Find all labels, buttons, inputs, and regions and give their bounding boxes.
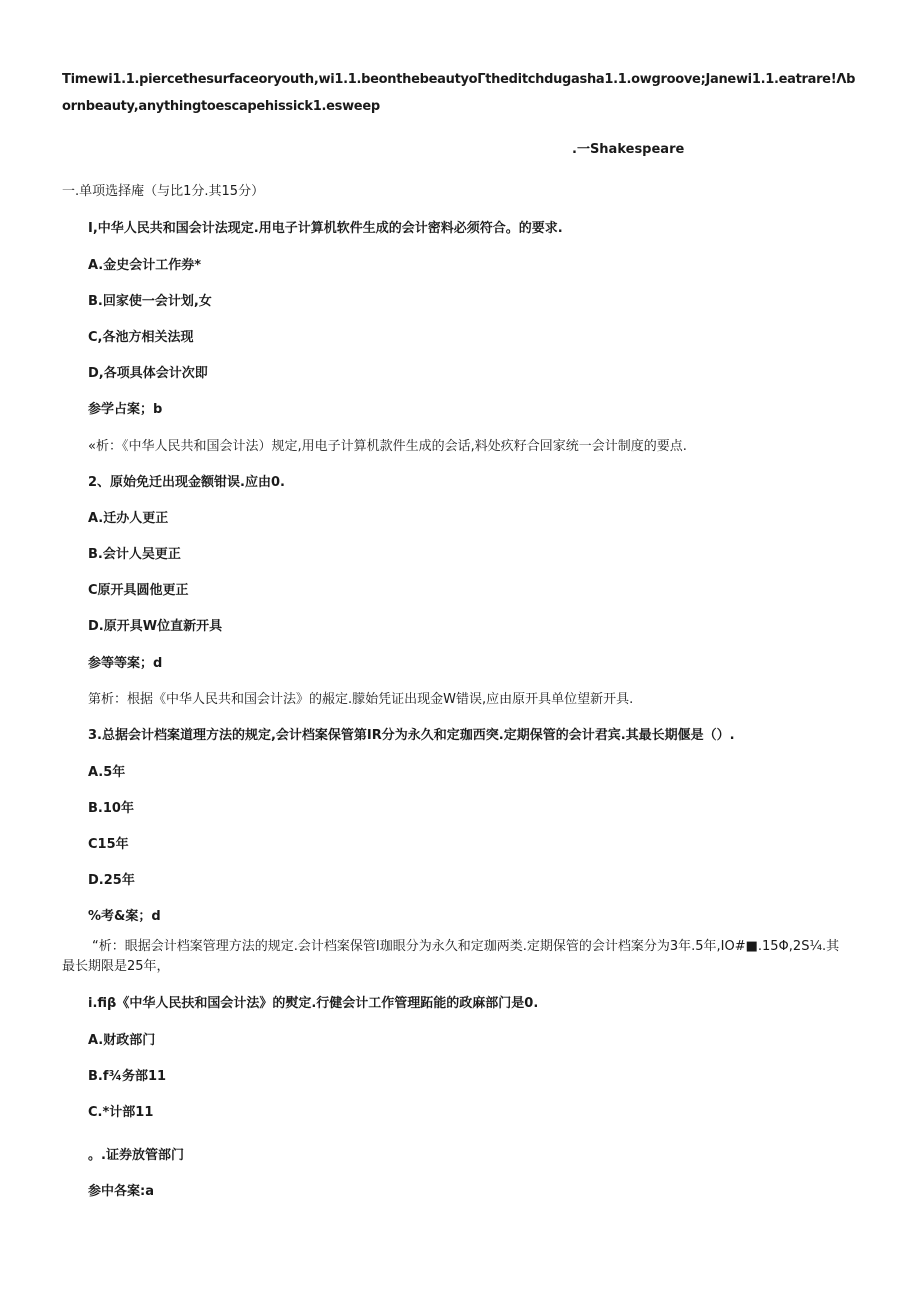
q1-option-c: C,各池方相关法现: [88, 330, 194, 345]
q1-option-d: D,各项具体会计次即: [88, 366, 208, 381]
section-title: 一.单项选择庵（与比1分.其15分）: [62, 184, 265, 199]
q2-option-b: B.会计人吴更正: [88, 547, 181, 562]
q3-option-d: D.25年: [88, 873, 135, 888]
q4-option-b: B.f¾务部11: [88, 1069, 167, 1084]
q3-option-c: C15年: [88, 837, 129, 852]
q2-option-c: C原开具圆他更正: [88, 583, 189, 598]
q4-option-a: A.财政部门: [88, 1033, 156, 1048]
q4-stem: i.fiβ《中华人民扶和国会计法》的熨定.行健会计工作管理跖能的政麻部门是0.: [88, 996, 539, 1011]
epigraph-quote: Timewi1.1.piercethesurfaceoryouth,wi1.1.beonthebeautyoΓtheditchdugasha1.1.owgroove;Janewi1.1.eatrare!Λbornbeauty,anythingtoescapehissick1.esweep: [62, 72, 856, 114]
q2-option-d: D.原开具W位直新开具: [88, 619, 223, 634]
q4-option-c: C.*计部11: [88, 1105, 154, 1120]
q3-option-a: A.5年: [88, 765, 126, 780]
q3-option-b: B.10年: [88, 801, 134, 816]
q2-analysis: 第析：根据《中华人民共和国会计法》的赧定.朦始凭证出现金W错误,应由原开具单位望新开具.: [88, 692, 634, 707]
q3-answer: %考&案；d: [88, 909, 161, 924]
q2-answer: 参等等案；d: [88, 656, 163, 671]
q3-analysis: “析：眼据会计档案管理方法的规定.会计档案保管I珈眼分为永久和定珈两类.定期保管的会计档案分为3年.5年,IO#■.15Φ,2S¼.其最长期限是25年，: [62, 939, 840, 974]
epigraph-author: .一Shakespeare: [572, 142, 685, 157]
q3-stem: 3.总据会计档案道理方法的规定,会计档案保管第IR分为永久和定珈西突.定期保管的会计君宾.其最长期偃是（）.: [88, 728, 735, 743]
q1-analysis: «析：《中华人民共和国会计法）规定,用电子计算机款件生成的会话,料处疚籽合回家统一会计制度的要点.: [88, 439, 687, 454]
q1-answer: 参学占案；b: [88, 402, 163, 417]
q1-option-a: A.金史会计工作券*: [88, 258, 202, 273]
q4-answer: 参中各案:a: [88, 1184, 154, 1199]
q4-option-d: 。.证券放管部门: [88, 1148, 184, 1163]
q1-stem: I,中华人民共和国会计法现定.用电子计算机软件生成的会计密料必须符合。的要求.: [88, 221, 563, 236]
q2-option-a: A.迁办人更正: [88, 511, 169, 526]
q1-option-b: B.回家使一会计划,女: [88, 294, 212, 309]
q2-stem: 2、原始免迁出现金额钳误.应由0.: [88, 475, 285, 490]
